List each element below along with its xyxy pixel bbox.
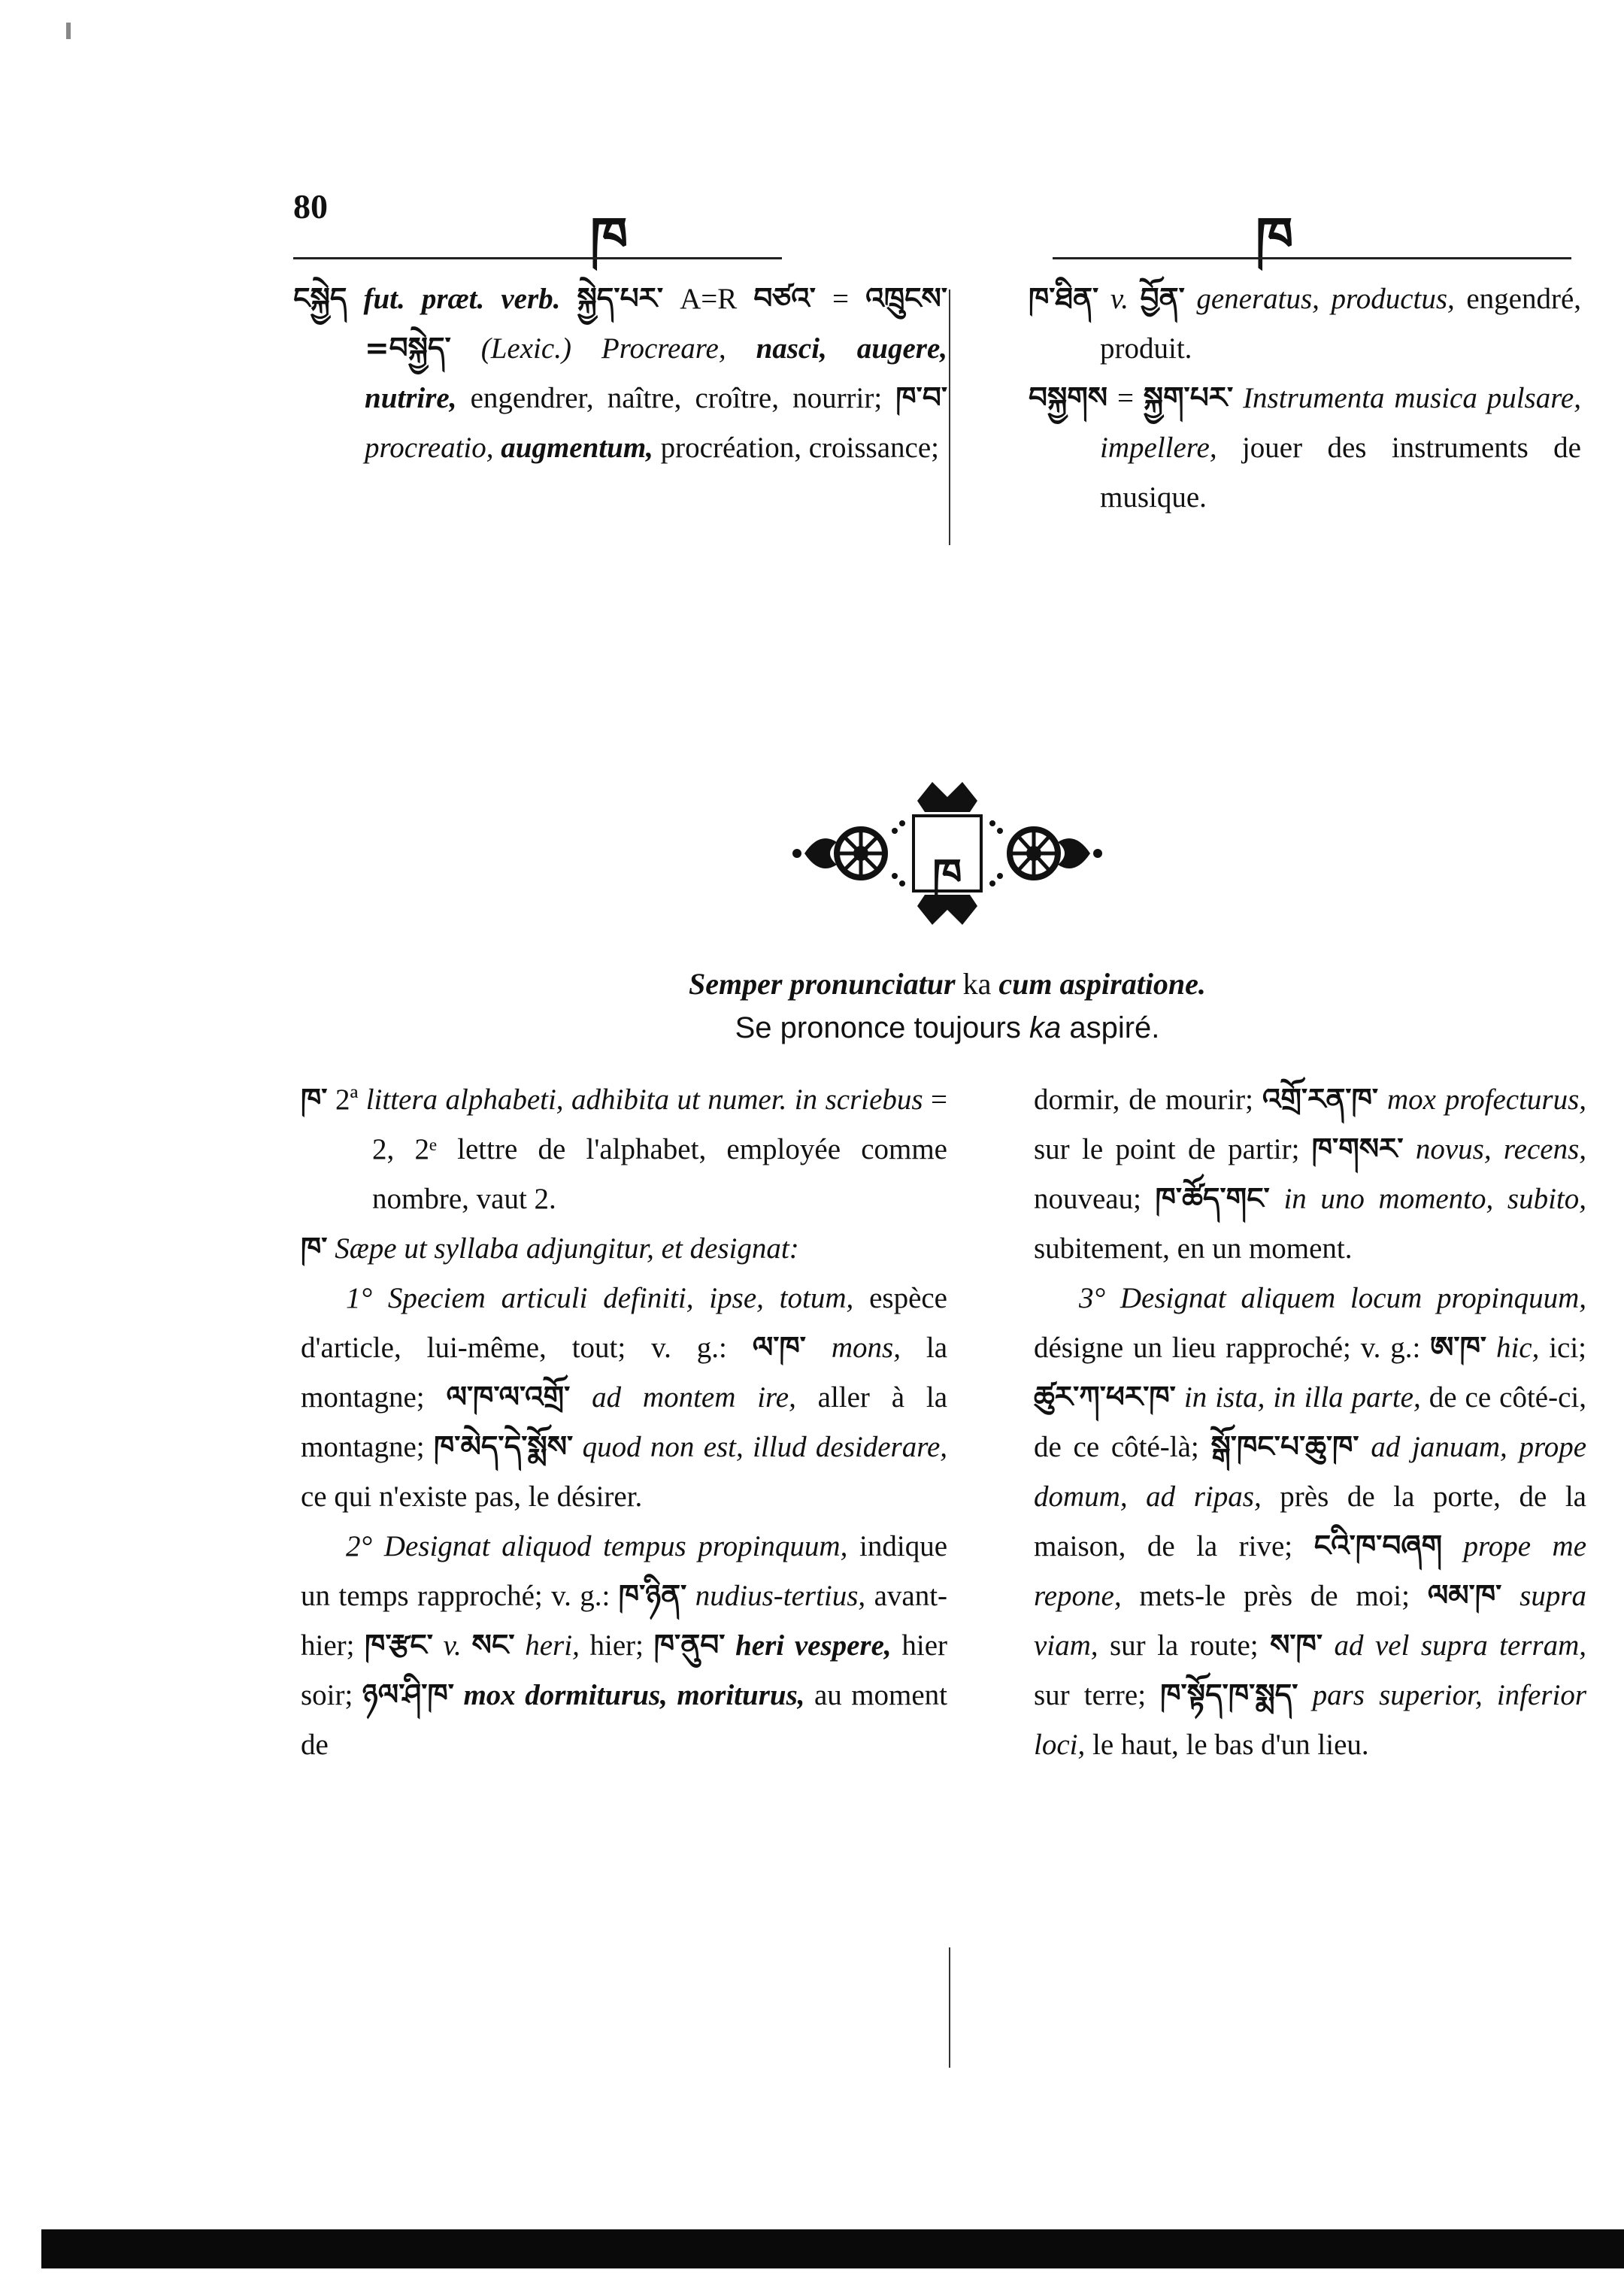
tibetan-term: ཁ་བ་	[895, 381, 948, 415]
latin-gloss: Instrumenta musica pulsare, impellere,	[1100, 382, 1581, 464]
latin-gloss: 3° Designat aliquem locum propinquum,	[1079, 1282, 1586, 1314]
entry-bskyags	[1029, 374, 1581, 523]
french-gloss: nouveau;	[1034, 1183, 1141, 1215]
tibetan-term: ཁ་རྩང་	[365, 1629, 433, 1662]
french-gloss: avant-hier;	[301, 1580, 948, 1662]
scan-edge-mark	[66, 23, 71, 39]
french-gloss: subitement, en un moment.	[1034, 1232, 1353, 1265]
text: 2ª	[335, 1083, 359, 1116]
intro-french	[526, 1006, 1368, 1050]
latin-gloss: in uno momento, subito,	[1283, 1183, 1586, 1215]
french-gloss: sur la route;	[1110, 1629, 1259, 1662]
text: v.	[1110, 283, 1129, 315]
running-head-left: ཁ	[590, 205, 629, 268]
tibetan-term: ངའི་ཁ་བཞག	[1313, 1529, 1443, 1563]
scan-bottom-bar	[41, 2229, 1624, 2268]
french-gloss: le haut, le bas d'un lieu.	[1092, 1729, 1369, 1761]
intro-french-a: Se prononce toujours	[735, 1011, 1021, 1044]
tibetan-term: སྒོ་ཁང་པ་ཆུ་ཁ་	[1210, 1430, 1359, 1464]
french-gloss: près de la porte, de la maison, de la rive;	[1034, 1480, 1586, 1562]
intro-latin-c: cum aspiratione.	[998, 967, 1206, 1001]
tibetan-term: བྱོན་	[1140, 282, 1185, 316]
latin-gloss: (Lexic.) Procreare,	[480, 332, 726, 365]
french-gloss: au moment de	[301, 1679, 948, 1761]
intro-french-c: aspiré.	[1069, 1011, 1160, 1044]
french-gloss: hier soir;	[301, 1629, 948, 1711]
latin-gloss: procreatio,	[365, 432, 494, 464]
latin-gloss: mox profecturus,	[1387, 1083, 1587, 1116]
french-gloss: désigne un lieu rapproché; v. g.:	[1034, 1332, 1421, 1364]
tibetan-term: ཁ་ཚོད་གང་	[1155, 1182, 1270, 1216]
latin-gloss: mons,	[831, 1332, 901, 1364]
french-gloss: jouer des instruments de musique.	[1100, 432, 1581, 514]
entry-kha-syllable	[301, 1224, 947, 1274]
latin-gloss: ad vel supra terram,	[1334, 1629, 1587, 1662]
french-gloss: de ce côté-ci, de ce côté-là;	[1034, 1381, 1586, 1463]
text: =	[1116, 382, 1134, 414]
tibetan-term: འགྲོ་རན་ཁ་	[1262, 1083, 1379, 1117]
running-head-right: ཁ	[1256, 205, 1294, 268]
entry-ngskyed	[293, 274, 947, 473]
text: =	[832, 283, 850, 315]
french-gloss: aller à la montagne;	[301, 1381, 947, 1463]
tibetan-term: ལ་ཁ་ལ་འགྲོ་	[446, 1380, 571, 1414]
page-number: 80	[293, 187, 328, 226]
tibetan-term: ཚུར་ཀ་ཕར་ཁ་	[1034, 1380, 1176, 1414]
french-gloss: hier;	[589, 1629, 644, 1662]
text: v.	[443, 1629, 462, 1662]
tibetan-term: ས་ཁ་	[1270, 1629, 1323, 1662]
french-gloss: ici;	[1549, 1332, 1587, 1364]
section-intro	[526, 962, 1368, 1050]
french-gloss: indique un temps rapproché; v. g.:	[301, 1530, 948, 1612]
tibetan-term: ཁ་ནུབ་	[653, 1629, 726, 1662]
french-gloss: ce qui n'existe pas, le désirer.	[301, 1480, 643, 1513]
tibetan-term: ཁ་སྟོད་ཁ་སྨད་	[1160, 1678, 1298, 1712]
entry-kha-thin	[1029, 274, 1581, 374]
latin-gloss: ad montem ire,	[592, 1381, 796, 1414]
subsense-1	[301, 1274, 947, 1522]
latin-gloss: nudius-tertius,	[695, 1580, 866, 1612]
header-rule-gap	[782, 257, 1053, 260]
subsense-2	[301, 1522, 947, 1770]
tibetan-term: ངསྐྱེད	[293, 282, 347, 316]
tibetan-term: ལམ་ཁ་	[1427, 1579, 1502, 1613]
latin-gloss: nasci, augere, nutrire,	[365, 332, 948, 414]
latin-gloss: in ista, in illa parte,	[1183, 1381, 1421, 1414]
latin-gloss: generatus, productus,	[1196, 283, 1455, 315]
top-left-column	[293, 274, 947, 473]
latin-gloss: quod non est, illud desiderare,	[582, 1431, 948, 1463]
latin-gloss: 1° Speciem articuli definiti, ipse, totum,	[346, 1282, 854, 1314]
tibetan-term: ཁ་གསར་	[1311, 1132, 1404, 1166]
tibetan-term: སང་	[471, 1629, 515, 1662]
latin-gloss: hic,	[1495, 1332, 1540, 1364]
top-right-column	[1029, 274, 1581, 523]
column-divider-top	[949, 289, 950, 545]
intro-latin-a: Semper pronunciatur	[689, 967, 956, 1001]
tibetan-term: བཙའ་	[753, 282, 816, 316]
bottom-left-column	[301, 1075, 947, 1770]
tibetan-term: ལ་ཁ་	[752, 1331, 806, 1365]
tibetan-term: འཁྲུངས་=བསྐྱེད་	[365, 282, 948, 365]
subsense-2-continued	[1034, 1075, 1586, 1274]
french-gloss: espèce d'article, lui-même, tout; v. g.:	[301, 1282, 947, 1364]
tibetan-term: ཉལ་ཤི་ཁ་	[362, 1678, 454, 1712]
subsense-3	[1034, 1274, 1586, 1770]
latin-gloss: heri,	[525, 1629, 580, 1662]
tibetan-term: ཁ་མེད་དེ་སྨོས་	[433, 1430, 574, 1464]
bottom-right-column	[1034, 1075, 1586, 1770]
tibetan-term: ཁ་	[301, 1232, 328, 1265]
tibetan-term: བསྐྱགས	[1029, 381, 1108, 415]
french-gloss: dormir, de mourir;	[1034, 1083, 1253, 1116]
tibetan-term: ཁ་ཐིན་	[1029, 282, 1099, 316]
french-gloss: procréation, croissance;	[660, 432, 939, 464]
french-gloss: engendré, produit.	[1100, 283, 1582, 365]
latin-gloss: ad januam, prope domum, ad ripas,	[1034, 1431, 1586, 1513]
tibetan-term: སྐྱེད་པར་	[577, 282, 664, 316]
tibetan-term: ཨ་ཁ་	[1430, 1331, 1487, 1365]
latin-gloss: littera alphabeti, adhibita ut numer. in scriebus	[365, 1083, 923, 1116]
latin-gloss: prope me repone,	[1034, 1530, 1586, 1612]
intro-french-b: ka	[1029, 1011, 1062, 1044]
tibetan-term: ཁ་	[301, 1083, 328, 1117]
text: A=R	[680, 283, 738, 315]
french-gloss: mets-le près de moi;	[1139, 1580, 1410, 1612]
column-divider-bottom	[949, 1947, 950, 2068]
grammar-note: fut. præt. verb.	[363, 283, 561, 315]
tibetan-term: ཁ་ཉིན་	[618, 1579, 687, 1613]
latin-gloss: Sæpe ut syllaba adjungitur, et designat:	[335, 1232, 799, 1265]
latin-gloss: mox dormiturus, moriturus,	[463, 1679, 805, 1711]
latin-gloss: heri vespere,	[735, 1629, 892, 1662]
latin-gloss: augmentum,	[501, 432, 653, 464]
latin-gloss: supra viam,	[1034, 1580, 1587, 1662]
tibetan-term: སྐྱག་པར་	[1143, 381, 1234, 415]
intro-latin	[526, 962, 1368, 1006]
latin-gloss: 2° Designat aliquod tempus propinquum,	[346, 1530, 848, 1562]
latin-gloss: novus, recens,	[1415, 1133, 1587, 1165]
intro-latin-b: ka	[962, 967, 992, 1001]
ornament-letter: ཁ	[932, 850, 962, 899]
french-gloss: = 2, 2ᵉ lettre de l'alphabet, employée comme nombre, vaut 2.	[372, 1083, 948, 1215]
french-gloss: la montagne;	[301, 1332, 948, 1414]
french-gloss: engendrer, naître, croître, nourrir;	[470, 382, 883, 414]
entry-kha-letter	[301, 1075, 947, 1224]
french-gloss: sur terre;	[1034, 1679, 1147, 1711]
french-gloss: sur le point de partir;	[1034, 1133, 1300, 1165]
latin-gloss: pars superior, inferior loci,	[1034, 1679, 1586, 1761]
